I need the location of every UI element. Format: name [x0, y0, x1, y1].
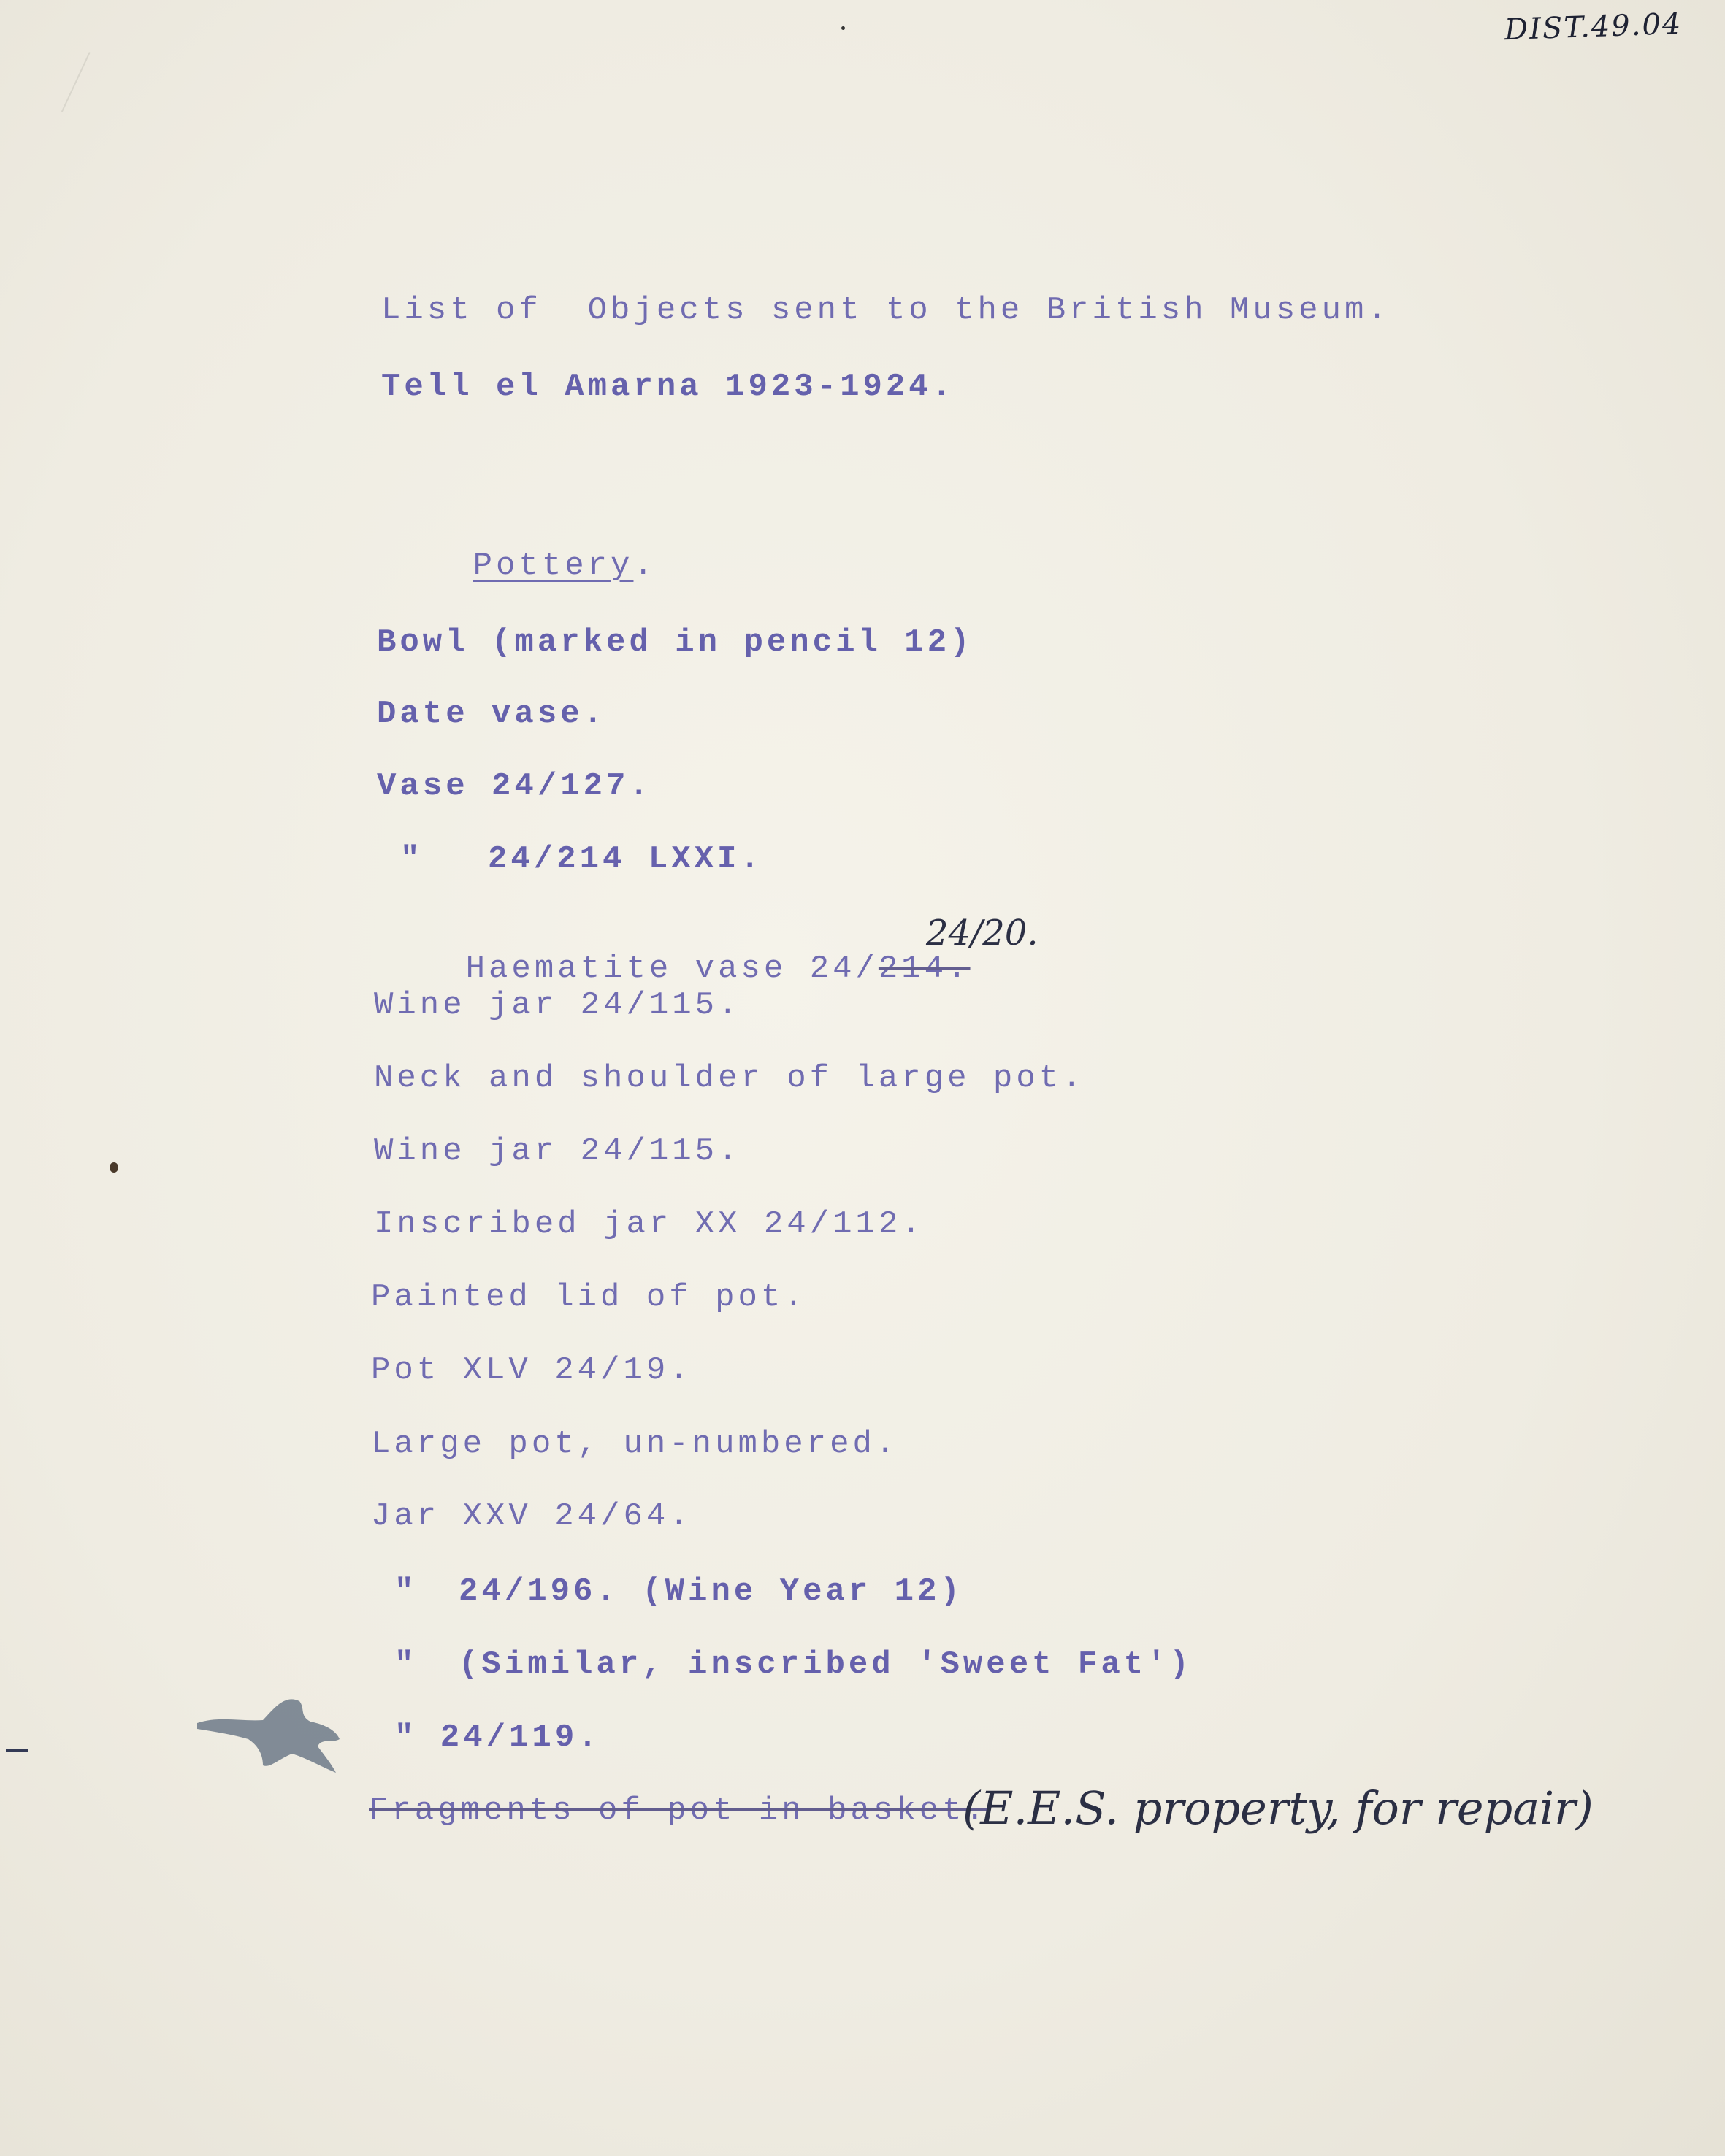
paper-speck	[841, 26, 845, 30]
list-item: (Similar, inscribed 'Sweet Fat')	[459, 1646, 1193, 1683]
list-item: Bowl (marked in pencil 12)	[377, 624, 974, 661]
list-item: " 24/119.	[394, 1719, 601, 1756]
section-heading	[381, 511, 657, 621]
list-item: Inscribed jar XX 24/112.	[374, 1206, 925, 1243]
list-item: Vase 24/127.	[377, 768, 652, 805]
ink-blot	[190, 1687, 351, 1774]
list-item: Wine jar 24/115.	[374, 987, 741, 1024]
list-item: Neck and shoulder of large pot.	[374, 1060, 1085, 1097]
list-item: Jar XXV 24/64.	[371, 1498, 692, 1535]
list-item-ditto: "	[394, 1573, 418, 1610]
header-title: List of Objects sent to the British Museum.	[381, 292, 1391, 329]
section-title: Pottery	[473, 548, 634, 584]
handwritten-correction: 24/20.	[926, 913, 1039, 954]
list-item: Wine jar 24/115.	[374, 1133, 741, 1170]
paper-crease	[61, 52, 130, 131]
paper-mark	[6, 1749, 28, 1752]
section-title-period: .	[633, 548, 657, 584]
handwritten-note: (E.E.S. property, for repair)	[963, 1781, 1594, 1835]
list-item: 24/196. (Wine Year 12)	[459, 1573, 963, 1610]
struck-number: 214.	[878, 951, 971, 987]
list-item: Date vase.	[377, 696, 607, 732]
header-subtitle: Tell el Amarna 1923-1924.	[381, 369, 955, 405]
list-item-ditto: "	[400, 841, 424, 878]
list-item: Large pot, un-numbered.	[371, 1426, 899, 1462]
list-item-text: Haematite vase 24/	[465, 951, 879, 987]
list-item: Pot XLV 24/19.	[371, 1352, 692, 1389]
archive-reference: DIST.49.04	[1504, 7, 1683, 47]
struck-list-item: Fragments of pot in basket.	[369, 1792, 988, 1829]
paper-speck	[110, 1162, 118, 1173]
list-item: Painted lid of pot.	[371, 1279, 807, 1316]
list-item: 24/214 LXXI.	[488, 841, 763, 878]
list-item-ditto: "	[394, 1646, 418, 1683]
